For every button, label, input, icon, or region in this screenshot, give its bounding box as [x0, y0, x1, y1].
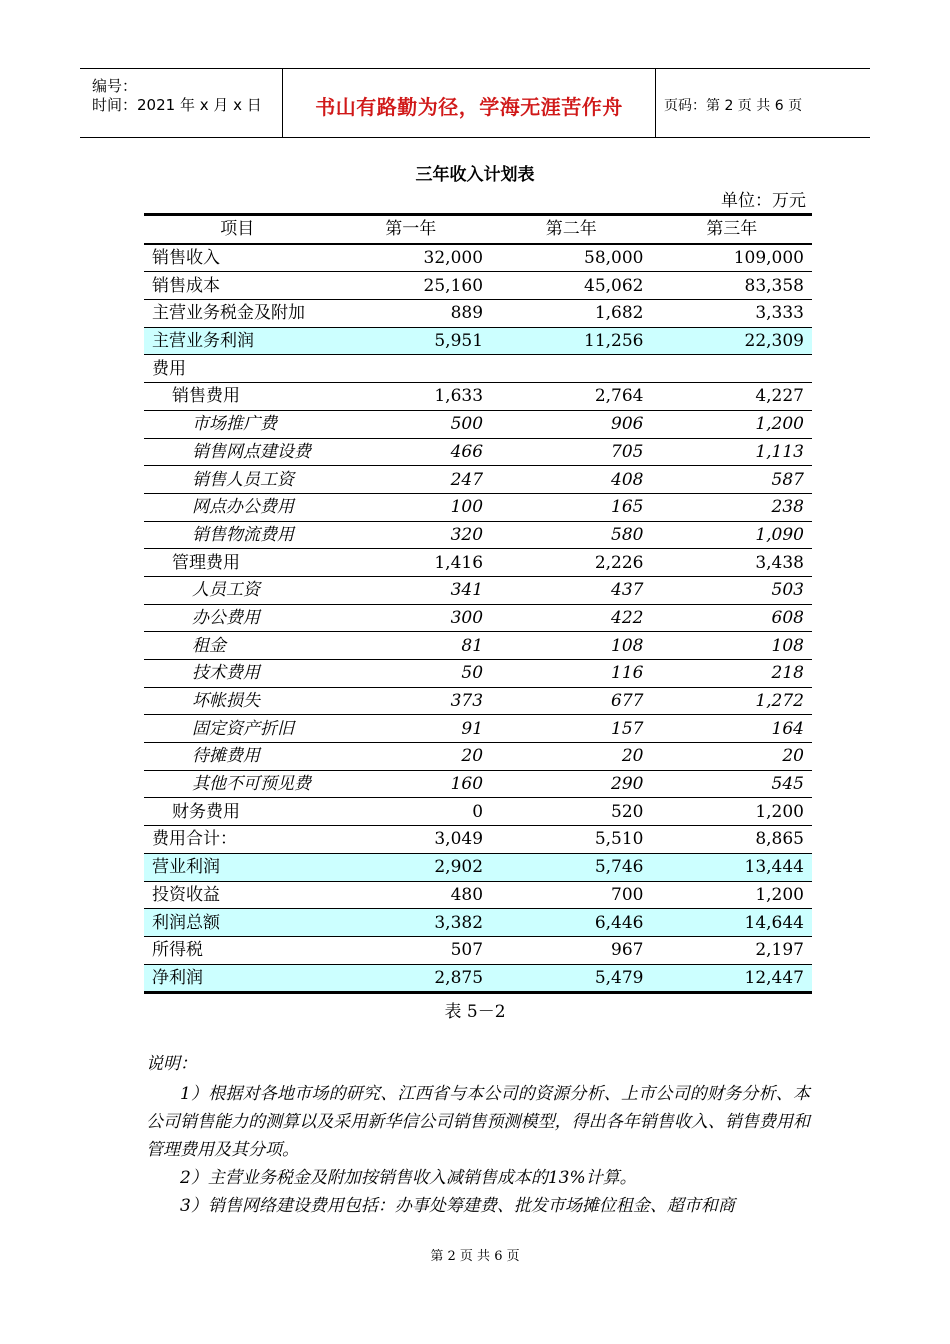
- cell-year2: 6,446: [491, 909, 651, 937]
- cell-year2: 700: [491, 881, 651, 909]
- cell-year2: 5,510: [491, 826, 651, 854]
- row-label: 费用: [144, 355, 331, 383]
- table-row: [144, 576, 812, 604]
- cell-year3: 83,358: [651, 272, 812, 300]
- cell-year1: 160: [331, 770, 491, 798]
- table-row: [144, 798, 812, 826]
- table-row: [144, 909, 812, 937]
- cell-year3: 22,309: [651, 327, 812, 355]
- column-header-year3: 第三年: [651, 215, 812, 244]
- cell-year2: 2,226: [491, 549, 651, 577]
- row-label: 技术费用: [144, 660, 331, 688]
- cell-year1: 25,160: [331, 272, 491, 300]
- table-row: [144, 743, 812, 771]
- cell-year1: 2,875: [331, 964, 491, 993]
- document-date-label: 时间：2021 年 x 月 x 日: [92, 96, 262, 114]
- cell-year2: 906: [491, 410, 651, 438]
- cell-year3: 218: [651, 660, 812, 688]
- cell-year2: 580: [491, 521, 651, 549]
- table-row: [144, 687, 812, 715]
- table-caption: 表 5－2: [444, 1002, 506, 1022]
- row-label: 固定资产折旧: [144, 715, 331, 743]
- cell-year3: 164: [651, 715, 812, 743]
- row-label: 投资收益: [144, 881, 331, 909]
- row-label: 销售成本: [144, 272, 331, 300]
- cell-year3: 545: [651, 770, 812, 798]
- cell-year1: 0: [331, 798, 491, 826]
- notes-heading: 说明：: [146, 1054, 197, 1074]
- row-label: 费用合计：: [144, 826, 331, 854]
- table-row: [144, 272, 812, 300]
- cell-year3: [651, 355, 812, 383]
- row-label: 市场推广费: [144, 410, 331, 438]
- income-plan-table: [144, 213, 812, 994]
- page-footer: 第 2 页 共 6 页: [430, 1249, 520, 1264]
- cell-year2: 422: [491, 604, 651, 632]
- cell-year1: 500: [331, 410, 491, 438]
- table-unit: 单位：万元: [721, 191, 806, 211]
- row-label: 销售物流费用: [144, 521, 331, 549]
- table-row: [144, 244, 812, 272]
- cell-year2: 5,746: [491, 853, 651, 881]
- cell-year3: 1,200: [651, 410, 812, 438]
- column-header-year2: 第二年: [491, 215, 651, 244]
- table-title: 三年收入计划表: [415, 165, 535, 185]
- table-row: [144, 936, 812, 964]
- row-label: 坏帐损失: [144, 687, 331, 715]
- notes-section: [146, 1050, 810, 1220]
- cell-year3: 587: [651, 466, 812, 494]
- cell-year3: 3,333: [651, 300, 812, 328]
- cell-year3: 238: [651, 493, 812, 521]
- cell-year3: 503: [651, 576, 812, 604]
- table-row: [144, 466, 812, 494]
- header-motto: 书山有路勤为径，学海无涯苦作舟: [315, 95, 623, 119]
- cell-year1: 889: [331, 300, 491, 328]
- cell-year1: 32,000: [331, 244, 491, 272]
- cell-year1: 100: [331, 493, 491, 521]
- cell-year1: 91: [331, 715, 491, 743]
- cell-year2: 116: [491, 660, 651, 688]
- cell-year2: 11,256: [491, 327, 651, 355]
- cell-year3: 1,090: [651, 521, 812, 549]
- cell-year2: 1,682: [491, 300, 651, 328]
- cell-year3: 3,438: [651, 549, 812, 577]
- row-label: 利润总额: [144, 909, 331, 937]
- cell-year3: 608: [651, 604, 812, 632]
- row-label: 销售收入: [144, 244, 331, 272]
- cell-year1: 3,049: [331, 826, 491, 854]
- table-row: [144, 521, 812, 549]
- cell-year1: 507: [331, 936, 491, 964]
- table-row: [144, 355, 812, 383]
- cell-year1: 480: [331, 881, 491, 909]
- row-label: 管理费用: [144, 549, 331, 577]
- row-label: 办公费用: [144, 604, 331, 632]
- table-row: [144, 410, 812, 438]
- row-label: 营业利润: [144, 853, 331, 881]
- table-row: [144, 881, 812, 909]
- cell-year1: 20: [331, 743, 491, 771]
- cell-year2: 437: [491, 576, 651, 604]
- cell-year3: 1,113: [651, 438, 812, 466]
- cell-year1: 466: [331, 438, 491, 466]
- row-label: 租金: [144, 632, 331, 660]
- cell-year3: 4,227: [651, 383, 812, 411]
- cell-year2: 520: [491, 798, 651, 826]
- cell-year1: [331, 355, 491, 383]
- header-motto-cell: [282, 69, 656, 137]
- cell-year2: 108: [491, 632, 651, 660]
- cell-year1: 1,633: [331, 383, 491, 411]
- cell-year2: 290: [491, 770, 651, 798]
- table-row: [144, 438, 812, 466]
- note-item: 1）根据对各地市场的研究、江西省与本公司的资源分析、上市公司的财务分析、本公司销售能力的测算以及采用新华信公司销售预测模型，得出各年销售收入、销售费用和管理费用及其分项。: [146, 1084, 810, 1160]
- table-row: [144, 964, 812, 993]
- cell-year3: 8,865: [651, 826, 812, 854]
- table-body: [144, 244, 812, 993]
- row-label: 人员工资: [144, 576, 331, 604]
- table-row: [144, 853, 812, 881]
- table-row: [144, 660, 812, 688]
- cell-year2: 45,062: [491, 272, 651, 300]
- row-label: 销售费用: [144, 383, 331, 411]
- cell-year2: 967: [491, 936, 651, 964]
- table-row: [144, 826, 812, 854]
- cell-year3: 108: [651, 632, 812, 660]
- table-row: [144, 770, 812, 798]
- cell-year1: 300: [331, 604, 491, 632]
- row-label: 财务费用: [144, 798, 331, 826]
- cell-year3: 20: [651, 743, 812, 771]
- cell-year3: 12,447: [651, 964, 812, 993]
- header-page-code: 页码：第 2 页 共 6 页: [664, 98, 803, 114]
- cell-year1: 247: [331, 466, 491, 494]
- note-item: 3）销售网络建设费用包括：办事处筹建费、批发市场摊位租金、超市和商: [180, 1196, 735, 1216]
- note-item: 2）主营业务税金及附加按销售收入减销售成本的13%计算。: [180, 1168, 637, 1188]
- header-page-cell: [656, 69, 870, 137]
- cell-year1: 341: [331, 576, 491, 604]
- row-label: 销售人员工资: [144, 466, 331, 494]
- cell-year2: 58,000: [491, 244, 651, 272]
- cell-year1: 3,382: [331, 909, 491, 937]
- table-row: [144, 493, 812, 521]
- cell-year2: 705: [491, 438, 651, 466]
- cell-year3: 109,000: [651, 244, 812, 272]
- cell-year1: 1,416: [331, 549, 491, 577]
- cell-year2: 2,764: [491, 383, 651, 411]
- document-header: [80, 68, 870, 138]
- row-label: 所得税: [144, 936, 331, 964]
- cell-year1: 50: [331, 660, 491, 688]
- row-label: 主营业务利润: [144, 327, 331, 355]
- cell-year2: 157: [491, 715, 651, 743]
- row-label: 待摊费用: [144, 743, 331, 771]
- cell-year3: 13,444: [651, 853, 812, 881]
- table-row: [144, 549, 812, 577]
- cell-year1: 81: [331, 632, 491, 660]
- cell-year3: 1,200: [651, 881, 812, 909]
- row-label: 销售网点建设费: [144, 438, 331, 466]
- column-header-item: 项目: [144, 215, 331, 244]
- cell-year2: [491, 355, 651, 383]
- document-number-label: 编号：: [92, 77, 138, 95]
- cell-year3: 14,644: [651, 909, 812, 937]
- table-row: [144, 327, 812, 355]
- table-row: [144, 604, 812, 632]
- cell-year3: 1,272: [651, 687, 812, 715]
- row-label: 净利润: [144, 964, 331, 993]
- cell-year1: 373: [331, 687, 491, 715]
- cell-year2: 165: [491, 493, 651, 521]
- table-row: [144, 300, 812, 328]
- cell-year1: 5,951: [331, 327, 491, 355]
- row-label: 网点办公费用: [144, 493, 331, 521]
- header-meta-cell: [80, 69, 280, 137]
- row-label: 其他不可预见费: [144, 770, 331, 798]
- cell-year1: 320: [331, 521, 491, 549]
- cell-year3: 1,200: [651, 798, 812, 826]
- cell-year2: 408: [491, 466, 651, 494]
- table-row: [144, 632, 812, 660]
- cell-year1: 2,902: [331, 853, 491, 881]
- cell-year2: 20: [491, 743, 651, 771]
- column-header-year1: 第一年: [331, 215, 491, 244]
- row-label: 主营业务税金及附加: [144, 300, 331, 328]
- table-header-row: [144, 215, 812, 244]
- table-row: [144, 383, 812, 411]
- cell-year2: 5,479: [491, 964, 651, 993]
- cell-year2: 677: [491, 687, 651, 715]
- table-row: [144, 715, 812, 743]
- cell-year3: 2,197: [651, 936, 812, 964]
